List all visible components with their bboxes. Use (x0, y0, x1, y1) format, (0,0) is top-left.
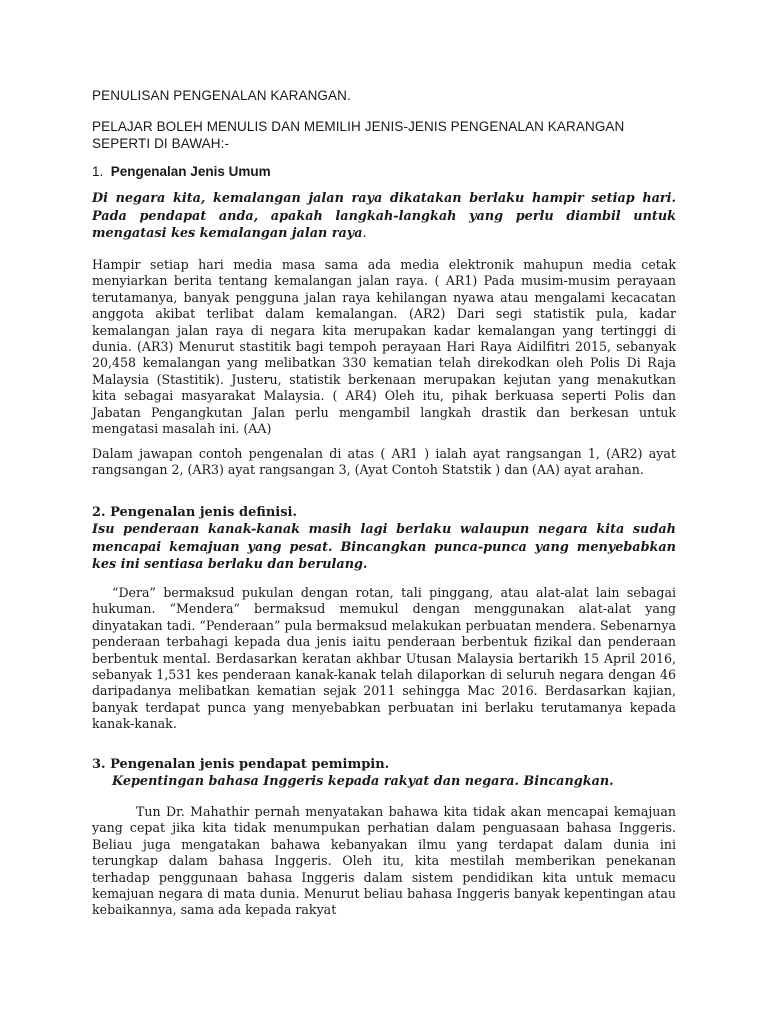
section3-paragraph: Tun Dr. Mahathir pernah menyatakan bahawa kita tidak akan mencapai kemajuan yang cepat jika kita tidak menumpukan perhatian dalam penguasaan bahasa Inggeris. Beliau juga mengatakan bahawa kebanyakan ilmu yang terdapat dalam dunia ini terungkap dalam bahasa Inggeris. Oleh itu, kita mestilah memberikan penekanan terhadap penggunaan bahasa Inggeris dalam sistem pendidikan kita untuk memacu kemajuan negara di mata dunia. Menurut beliau bahasa Inggeris banyak kepentingan atau kebaikannya, sama ada kepada rakyat (92, 804, 676, 918)
section3-question: Kepentingan bahasa Inggeris kepada rakyat dan negara. Bincangkan. (112, 774, 614, 789)
section1-title: Pengenalan Jenis Umum (110, 164, 271, 179)
instruction-text: PELAJAR BOLEH MENULIS DAN MEMILIH JENIS-JENIS PENGENALAN KARANGAN SEPERTI DI BAWAH:- (92, 119, 625, 151)
section1-paragraph: Hampir setiap hari media masa sama ada media elektronik mahupun media cetak menyiarkan berita tentang kemalangan jalan raya. ( AR1) Pada musim-musim perayaan terutamanya, banyak pengguna jalan raya kehilangan nyawa atau mengalami kecacatan anggota akibat terlibat dalam kemalangan. (AR2) Dari segi statistik pula, kadar kemalangan jalan raya di negara kita merupakan kadar kemalangan yang tertinggi di dunia. (AR3) Menurut stastitik bagi tempoh perayaan Hari Raya Aidilfitri 2015, sebanyak 20,458 kemalangan yang melibatkan 330 kematian telah direkodkan oleh Polis Di Raja Malaysia (Stastitik). Justeru, statistik berkenaan merupakan kejutan yang menakutkan kita sebagai masyarakat Malaysia. ( AR4) Oleh itu, pihak berkuasa seperti Polis dan Jabatan Pengangkutan Jalan perlu mengambil langkah drastik dan berkesan untuk mengatasi masalah ini. (AA) (92, 257, 676, 437)
document-title: PENULISAN PENGENALAN KARANGAN. (92, 88, 351, 103)
section1-note: Dalam jawapan contoh pengenalan di atas ( AR1 ) ialah ayat rangsangan 1, (AR2) ayat rangsangan 2, (AR3) ayat rangsangan 3, (Ayat Contoh Statstik ) dan (AA) ayat arahan. (92, 446, 676, 478)
section2-heading: 2. Pengenalan jenis definisi. (92, 505, 298, 520)
section2-question: Isu penderaan kanak-kanak masih lagi berlaku walaupun negara kita sudah mencapai kemajuan yang pesat. Bincangkan punca-punca yang menyebabkan kes ini sentiasa berlaku dan berulang. (92, 522, 676, 572)
section3-heading: 3. Pengenalan jenis pendapat pemimpin. (92, 757, 390, 772)
section1-heading (92, 163, 676, 180)
section1-question (92, 190, 676, 243)
section1-question-end: . (362, 226, 367, 241)
section1-question-text: Di negara kita, kemalangan jalan raya dikatakan berlaku hampir setiap hari. Pada pendapat anda, apakah langkah-langkah yang perlu diambil untuk mengatasi kes kemalangan jalan raya (92, 191, 676, 241)
section2-paragraph: “Dera” bermaksud pukulan dengan rotan, tali pinggang, atau alat-alat lain sebagai hukuman. “Mendera” bermaksud memukul dengan menggunakan alat-alat yang dinyatakan tadi. “Penderaan” pula bermaksud melakukan perbuatan mendera. Sebenarnya penderaan terbahagi kepada dua jenis iaitu penderaan berbentuk fizikal dan penderaan berbentuk mental. Berdasarkan keratan akhbar Utusan Malaysia bertarikh 15 April 2016, sebanyak 1,531 kes penderaan kanak-kanak telah dilaporkan di seluruh negara dengan 46 daripadanya melibatkan kematian sejak 2011 sehingga Mac 2016. Berdasarkan kajian, banyak terdapat punca yang menyebabkan perbuatan ini berlaku terutamanya kepada kanak-kanak. (92, 585, 676, 732)
section1-number: 1. (92, 164, 104, 179)
